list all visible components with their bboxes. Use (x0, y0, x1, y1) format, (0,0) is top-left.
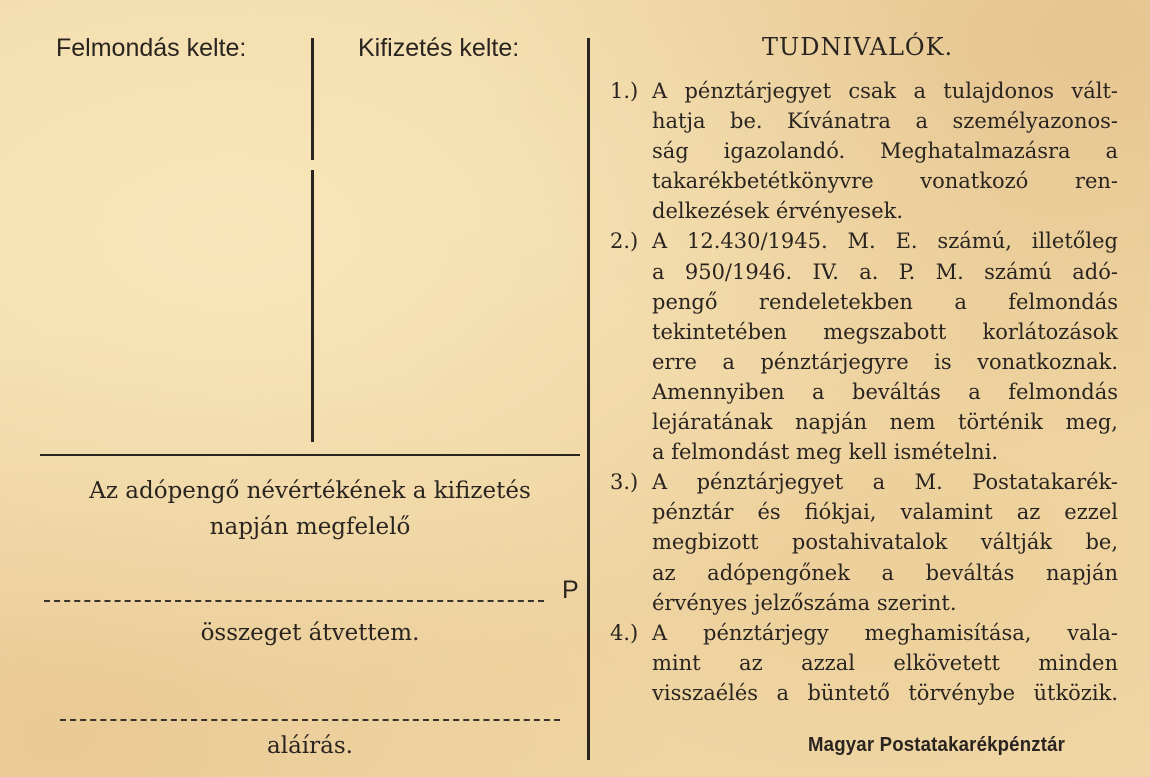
signature-line (60, 719, 560, 721)
rule-4 (610, 618, 1118, 648)
rule-text-line: lejáratának napján nem történik meg, (652, 410, 1118, 435)
rule-text-line: A pénztárjegy meghamisítása, vala- (652, 620, 1118, 645)
rule-text-line: A 12.430/1945. M. E. számú, illetőleg (652, 229, 1118, 254)
statement-line-2: napján megfelelő (209, 514, 411, 540)
issuer-name: Magyar Postatakarékpénztár (808, 734, 1066, 756)
panel-divider (587, 38, 590, 760)
amount-line (44, 600, 544, 602)
currency-mark: P (562, 576, 579, 604)
termination-date-label: Felmondás kelte: (56, 34, 247, 62)
rule-2 (610, 226, 1118, 256)
rule-number: 3.) (610, 470, 639, 495)
column-divider-lower (311, 170, 314, 442)
rule-text-line: A pénztárjegyet csak a tulajdonos vált- (652, 79, 1118, 103)
rule-text-line: hatja be. Kívánatra a személyazonos- (652, 109, 1118, 134)
rule-text-line: az adópengőnek a beváltás napján (652, 560, 1118, 585)
signature-label: aláírás. (267, 733, 353, 759)
rule-text-line: pénztár és fiókjai, valamint az ezzel (652, 500, 1118, 525)
rule-text-line: pengő rendeletekben a felmondás (652, 289, 1118, 314)
rules-list (610, 76, 1118, 708)
rule-text-line: visszaélés a büntető törvénybe ütközik. (652, 680, 1118, 705)
rule-text-line: takarékbetétkönyvre vonatkozó ren- (652, 169, 1118, 194)
received-label: összeget átvettem. (200, 620, 420, 646)
info-title: TUDNIVALÓK. (762, 33, 954, 61)
section-divider (40, 454, 580, 456)
rule-text-line: érvényes jelzőszáma szerint. (652, 590, 957, 615)
rule-number: 4.) (610, 620, 639, 645)
rule-text-line: tekintetében megszabott korlátozások (652, 319, 1118, 344)
rule-text-line: mint az azzal elkövetett minden (652, 650, 1118, 675)
rule-text-line: Amennyiben a beváltás a felmondás (652, 379, 1118, 404)
rule-1 (610, 76, 1118, 106)
rule-number: 1.) (610, 79, 639, 103)
rule-text-line: erre a pénztárjegyre is vonatkoznak. (652, 349, 1118, 374)
rule-text-line: ság igazolandó. Meghatalmazásra a (652, 139, 1118, 164)
rule-text-line: delkezések érvényesek. (652, 199, 904, 224)
payment-date-label: Kifizetés kelte: (358, 34, 520, 62)
column-divider-upper (311, 38, 314, 160)
rule-3 (610, 467, 1118, 497)
rule-number: 2.) (610, 229, 639, 254)
rule-text-line: a 950/1946. IV. a. P. M. számú adó- (652, 259, 1118, 284)
rule-text-line: megbizott postahivatalok váltják be, (652, 530, 1118, 555)
statement-line-1: Az adópengő névértékének a kifizetés (89, 478, 531, 504)
rule-text-line: A pénztárjegyet a M. Postatakarék- (652, 470, 1118, 495)
rule-text-line: a felmondást meg kell ismételni. (652, 440, 999, 465)
